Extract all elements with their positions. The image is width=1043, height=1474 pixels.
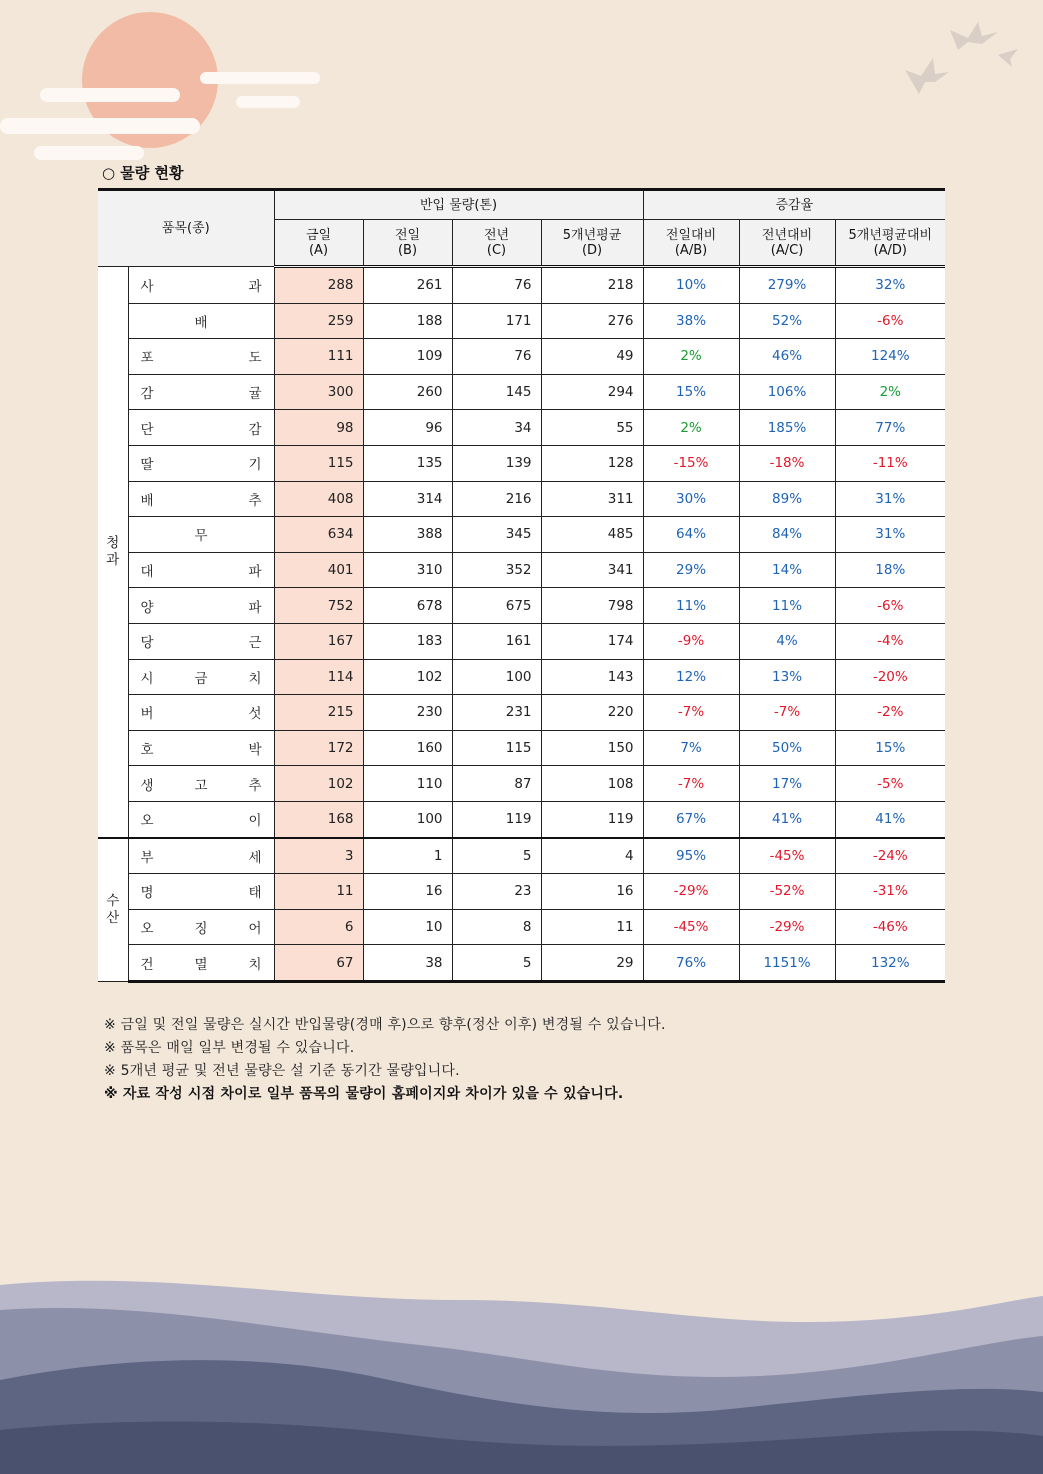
vs-5yr-avg-rate: -6% xyxy=(835,303,945,339)
today-value: 401 xyxy=(274,552,363,588)
vs-prev-day-rate: -9% xyxy=(643,623,739,659)
item-name-char: 양 xyxy=(140,599,154,616)
vs-prev-day-rate: 2% xyxy=(643,339,739,375)
notes xyxy=(104,1014,666,1106)
vs-prev-day-rate: 12% xyxy=(643,659,739,695)
table-row xyxy=(98,303,945,339)
table-row xyxy=(98,945,945,982)
item-name-text xyxy=(141,702,262,722)
item-name xyxy=(128,303,274,339)
5yr-avg-value: 16 xyxy=(541,874,643,910)
item-name-text xyxy=(141,917,262,937)
item-name-char: 명 xyxy=(140,885,154,902)
item-name xyxy=(128,267,274,304)
today-value: 167 xyxy=(274,623,363,659)
note-line-bold: ※ 자료 작성 시점 차이로 일부 품목의 물량이 홈페이지와 차이가 있을 수 있습니다. xyxy=(104,1086,624,1102)
today-value: 67 xyxy=(274,945,363,982)
5yr-avg-value: 108 xyxy=(541,766,643,802)
vs-prev-day-rate: -7% xyxy=(643,695,739,731)
prev-day-value: 260 xyxy=(363,374,452,410)
item-name xyxy=(128,339,274,375)
vs-5yr-avg-rate: 18% xyxy=(835,552,945,588)
item-name-char: 사 xyxy=(140,278,154,295)
vs-5yr-avg-rate: 31% xyxy=(835,481,945,517)
item-name xyxy=(128,801,274,837)
item-name-char: 무 xyxy=(194,528,208,545)
rate-group-header: 증감율 xyxy=(643,190,945,220)
prev-year-value: 100 xyxy=(452,659,541,695)
vs-5yr-avg-rate: -24% xyxy=(835,838,945,874)
vs-prev-day-rate: 64% xyxy=(643,517,739,553)
prev-year-value: 5 xyxy=(452,838,541,874)
5yr-avg-value: 29 xyxy=(541,945,643,982)
group-label-char: 수 xyxy=(106,892,120,909)
item-name xyxy=(128,838,274,874)
vs-prev-day-rate: -45% xyxy=(643,909,739,945)
vs-prev-year-rate: -45% xyxy=(739,838,835,874)
group-label xyxy=(98,267,128,838)
prev-day-value: 110 xyxy=(363,766,452,802)
vs-prev-day-rate: 95% xyxy=(643,838,739,874)
prev-year-value: 161 xyxy=(452,623,541,659)
5yr-avg-value: 150 xyxy=(541,730,643,766)
prev-day-value: 261 xyxy=(363,267,452,304)
vs-5yr-avg-rate: 31% xyxy=(835,517,945,553)
prev-year-value: 8 xyxy=(452,909,541,945)
vs-prev-year-rate: 17% xyxy=(739,766,835,802)
prev-day-value: 188 xyxy=(363,303,452,339)
col-header-vs-prev-day: 전일대비 (A/B) xyxy=(643,220,739,267)
item-name-char: 당 xyxy=(140,635,154,652)
item-name-char: 귤 xyxy=(248,386,262,403)
vs-5yr-avg-rate: -2% xyxy=(835,695,945,731)
item-name-char: 오 xyxy=(140,813,154,830)
item-name-text xyxy=(141,809,262,829)
note-line: ※ 금일 및 전일 물량은 실시간 반입물량(경매 후)으로 향후(정산 이후) 변경될 수 있습니다. xyxy=(104,1017,666,1033)
prev-year-value: 231 xyxy=(452,695,541,731)
vs-prev-year-rate: -7% xyxy=(739,695,835,731)
item-name xyxy=(128,552,274,588)
vs-5yr-avg-rate: -6% xyxy=(835,588,945,624)
item-name-text xyxy=(141,346,262,366)
vs-prev-year-rate: 52% xyxy=(739,303,835,339)
table-header xyxy=(98,190,945,267)
vs-5yr-avg-rate: -5% xyxy=(835,766,945,802)
prev-day-value: 135 xyxy=(363,445,452,481)
item-name-char: 치 xyxy=(248,956,262,973)
prev-year-value: 675 xyxy=(452,588,541,624)
vs-5yr-avg-rate: -20% xyxy=(835,659,945,695)
table-row xyxy=(98,481,945,517)
item-name-text xyxy=(141,596,262,616)
5yr-avg-value: 11 xyxy=(541,909,643,945)
item-name-char: 배 xyxy=(194,314,208,331)
prev-year-value: 76 xyxy=(452,267,541,304)
table-row xyxy=(98,445,945,481)
5yr-avg-value: 218 xyxy=(541,267,643,304)
item-name xyxy=(128,623,274,659)
vs-prev-day-rate: 30% xyxy=(643,481,739,517)
item-name xyxy=(128,374,274,410)
item-name-char: 파 xyxy=(248,564,262,581)
prev-day-value: 310 xyxy=(363,552,452,588)
item-name xyxy=(128,730,274,766)
prev-year-value: 352 xyxy=(452,552,541,588)
item-name-char: 시 xyxy=(140,670,154,687)
prev-day-value: 16 xyxy=(363,874,452,910)
today-value: 102 xyxy=(274,766,363,802)
vs-5yr-avg-rate: 15% xyxy=(835,730,945,766)
col-header-vs-5yr-avg: 5개년평균대비 (A/D) xyxy=(835,220,945,267)
today-value: 6 xyxy=(274,909,363,945)
prev-year-value: 119 xyxy=(452,801,541,837)
item-name-char: 생 xyxy=(140,777,154,794)
prev-year-value: 115 xyxy=(452,730,541,766)
vs-prev-year-rate: -29% xyxy=(739,909,835,945)
prev-day-value: 1 xyxy=(363,838,452,874)
today-value: 115 xyxy=(274,445,363,481)
vs-5yr-avg-rate: 132% xyxy=(835,945,945,982)
today-value: 752 xyxy=(274,588,363,624)
item-name-char: 과 xyxy=(248,278,262,295)
5yr-avg-value: 55 xyxy=(541,410,643,446)
item-name xyxy=(128,588,274,624)
item-name-char: 어 xyxy=(248,920,262,937)
item-name-char: 박 xyxy=(248,742,262,759)
item-name-char: 징 xyxy=(194,920,208,937)
item-name xyxy=(128,517,274,553)
prev-day-value: 96 xyxy=(363,410,452,446)
table-row xyxy=(98,552,945,588)
item-name-char: 도 xyxy=(248,350,262,367)
item-name-text xyxy=(141,524,262,544)
today-value: 408 xyxy=(274,481,363,517)
vs-5yr-avg-rate: 77% xyxy=(835,410,945,446)
today-value: 168 xyxy=(274,801,363,837)
5yr-avg-value: 143 xyxy=(541,659,643,695)
vs-prev-day-rate: 11% xyxy=(643,588,739,624)
table-row xyxy=(98,517,945,553)
table-row xyxy=(98,838,945,874)
today-value: 288 xyxy=(274,267,363,304)
item-name xyxy=(128,909,274,945)
item-name-text xyxy=(141,311,262,331)
vs-5yr-avg-rate: 124% xyxy=(835,339,945,375)
prev-day-value: 38 xyxy=(363,945,452,982)
item-name-char: 부 xyxy=(140,849,154,866)
item-header: 품목(종) xyxy=(98,190,274,267)
table-row xyxy=(98,374,945,410)
5yr-avg-value: 294 xyxy=(541,374,643,410)
5yr-avg-value: 311 xyxy=(541,481,643,517)
item-name-char: 섯 xyxy=(248,706,262,723)
item-name xyxy=(128,945,274,982)
col-header-prev-year: 전년 (C) xyxy=(452,220,541,267)
5yr-avg-value: 119 xyxy=(541,801,643,837)
5yr-avg-value: 4 xyxy=(541,838,643,874)
item-name-char: 이 xyxy=(248,813,262,830)
prev-day-value: 314 xyxy=(363,481,452,517)
prev-year-value: 23 xyxy=(452,874,541,910)
vs-prev-year-rate: 46% xyxy=(739,339,835,375)
table-row xyxy=(98,623,945,659)
item-name-char: 추 xyxy=(248,777,262,794)
vs-5yr-avg-rate: -11% xyxy=(835,445,945,481)
table-row xyxy=(98,659,945,695)
today-value: 634 xyxy=(274,517,363,553)
vs-prev-year-rate: -18% xyxy=(739,445,835,481)
vs-5yr-avg-rate: -31% xyxy=(835,874,945,910)
item-name-char: 버 xyxy=(140,706,154,723)
today-value: 259 xyxy=(274,303,363,339)
prev-year-value: 171 xyxy=(452,303,541,339)
item-name-char: 세 xyxy=(248,849,262,866)
table-row xyxy=(98,874,945,910)
col-header-prev-day: 전일 (B) xyxy=(363,220,452,267)
item-name-char: 건 xyxy=(140,956,154,973)
table-row xyxy=(98,909,945,945)
item-name-text xyxy=(141,667,262,687)
prev-day-value: 109 xyxy=(363,339,452,375)
item-name-text xyxy=(141,382,262,402)
vs-prev-year-rate: 11% xyxy=(739,588,835,624)
item-name-text xyxy=(141,489,262,509)
col-header-today: 금일 (A) xyxy=(274,220,363,267)
table-row xyxy=(98,766,945,802)
item-name-char: 호 xyxy=(140,742,154,759)
today-value: 3 xyxy=(274,838,363,874)
prev-year-value: 139 xyxy=(452,445,541,481)
vs-5yr-avg-rate: -4% xyxy=(835,623,945,659)
item-name-text xyxy=(141,774,262,794)
prev-year-value: 34 xyxy=(452,410,541,446)
prev-year-value: 145 xyxy=(452,374,541,410)
5yr-avg-value: 49 xyxy=(541,339,643,375)
prev-day-value: 100 xyxy=(363,801,452,837)
birds-decoration xyxy=(905,22,1018,94)
5yr-avg-value: 220 xyxy=(541,695,643,731)
vs-5yr-avg-rate: 32% xyxy=(835,267,945,304)
vs-prev-year-rate: 279% xyxy=(739,267,835,304)
item-name-char: 태 xyxy=(248,885,262,902)
prev-day-value: 183 xyxy=(363,623,452,659)
prev-day-value: 230 xyxy=(363,695,452,731)
item-name-char: 치 xyxy=(248,670,262,687)
table-row xyxy=(98,410,945,446)
vs-5yr-avg-rate: -46% xyxy=(835,909,945,945)
today-value: 172 xyxy=(274,730,363,766)
col-header-vs-prev-year: 전년대비 (A/C) xyxy=(739,220,835,267)
item-name-char: 근 xyxy=(248,635,262,652)
item-name-char: 배 xyxy=(140,492,154,509)
vs-prev-day-rate: -7% xyxy=(643,766,739,802)
volume-group-header: 반입 물량(톤) xyxy=(274,190,643,220)
vs-prev-year-rate: 106% xyxy=(739,374,835,410)
item-name-text xyxy=(141,418,262,438)
vs-5yr-avg-rate: 2% xyxy=(835,374,945,410)
note-line: ※ 품목은 매일 일부 변경될 수 있습니다. xyxy=(104,1040,355,1056)
prev-year-value: 345 xyxy=(452,517,541,553)
prev-year-value: 216 xyxy=(452,481,541,517)
item-name-text xyxy=(141,275,262,295)
table-row xyxy=(98,695,945,731)
vs-prev-year-rate: 1151% xyxy=(739,945,835,982)
prev-year-value: 5 xyxy=(452,945,541,982)
prev-day-value: 102 xyxy=(363,659,452,695)
today-value: 300 xyxy=(274,374,363,410)
item-name-text xyxy=(141,560,262,580)
vs-prev-day-rate: 7% xyxy=(643,730,739,766)
5yr-avg-value: 485 xyxy=(541,517,643,553)
prev-day-value: 678 xyxy=(363,588,452,624)
vs-prev-year-rate: 84% xyxy=(739,517,835,553)
item-name xyxy=(128,410,274,446)
5yr-avg-value: 174 xyxy=(541,623,643,659)
group-seafood xyxy=(98,838,945,982)
vs-prev-day-rate: 38% xyxy=(643,303,739,339)
group-produce xyxy=(98,267,945,838)
mountain-decoration xyxy=(0,1281,1043,1474)
item-name-char: 기 xyxy=(248,457,262,474)
vs-prev-year-rate: 13% xyxy=(739,659,835,695)
prev-day-value: 10 xyxy=(363,909,452,945)
volume-table xyxy=(98,188,945,983)
5yr-avg-value: 276 xyxy=(541,303,643,339)
vs-prev-year-rate: 89% xyxy=(739,481,835,517)
item-name xyxy=(128,445,274,481)
vs-prev-year-rate: 185% xyxy=(739,410,835,446)
item-name-char: 고 xyxy=(194,777,208,794)
item-name xyxy=(128,766,274,802)
table-row xyxy=(98,267,945,304)
section-title: ○ 물량 현황 xyxy=(102,164,184,182)
table-row xyxy=(98,730,945,766)
vs-prev-year-rate: 41% xyxy=(739,801,835,837)
vs-prev-year-rate: -52% xyxy=(739,874,835,910)
today-value: 215 xyxy=(274,695,363,731)
group-label-char: 과 xyxy=(106,551,120,568)
prev-year-value: 76 xyxy=(452,339,541,375)
vs-prev-year-rate: 4% xyxy=(739,623,835,659)
item-name-char: 단 xyxy=(140,421,154,438)
5yr-avg-value: 798 xyxy=(541,588,643,624)
today-value: 111 xyxy=(274,339,363,375)
vs-5yr-avg-rate: 41% xyxy=(835,801,945,837)
item-name-char: 금 xyxy=(194,670,208,687)
today-value: 98 xyxy=(274,410,363,446)
today-value: 11 xyxy=(274,874,363,910)
prev-day-value: 388 xyxy=(363,517,452,553)
table-row xyxy=(98,801,945,837)
vs-prev-day-rate: 67% xyxy=(643,801,739,837)
vs-prev-year-rate: 14% xyxy=(739,552,835,588)
item-name-char: 멸 xyxy=(194,956,208,973)
item-name-text xyxy=(141,881,262,901)
item-name-text xyxy=(141,453,262,473)
today-value: 114 xyxy=(274,659,363,695)
vs-prev-day-rate: 15% xyxy=(643,374,739,410)
vs-prev-day-rate: 29% xyxy=(643,552,739,588)
item-name-char: 추 xyxy=(248,492,262,509)
prev-year-value: 87 xyxy=(452,766,541,802)
vs-prev-day-rate: 2% xyxy=(643,410,739,446)
5yr-avg-value: 128 xyxy=(541,445,643,481)
item-name-char: 감 xyxy=(248,421,262,438)
prev-day-value: 160 xyxy=(363,730,452,766)
table-row xyxy=(98,588,945,624)
item-name xyxy=(128,695,274,731)
item-name-char: 포 xyxy=(140,350,154,367)
vs-prev-year-rate: 50% xyxy=(739,730,835,766)
item-name xyxy=(128,874,274,910)
col-header-5yr-avg: 5개년평균 (D) xyxy=(541,220,643,267)
item-name-text xyxy=(141,738,262,758)
item-name-char: 감 xyxy=(140,386,154,403)
item-name-char: 대 xyxy=(140,564,154,581)
group-label-char: 청 xyxy=(106,534,120,551)
item-name xyxy=(128,659,274,695)
vs-prev-day-rate: 10% xyxy=(643,267,739,304)
group-label xyxy=(98,838,128,982)
item-name xyxy=(128,481,274,517)
group-label-char: 산 xyxy=(106,909,120,926)
vs-prev-day-rate: -15% xyxy=(643,445,739,481)
item-name-text xyxy=(141,953,262,973)
note-line: ※ 5개년 평균 및 전년 물량은 설 기준 동기간 물량입니다. xyxy=(104,1063,460,1079)
5yr-avg-value: 341 xyxy=(541,552,643,588)
table-row xyxy=(98,339,945,375)
vs-prev-day-rate: 76% xyxy=(643,945,739,982)
vs-prev-day-rate: -29% xyxy=(643,874,739,910)
item-name-char: 딸 xyxy=(140,457,154,474)
item-name-text xyxy=(141,631,262,651)
item-name-char: 오 xyxy=(140,920,154,937)
item-name-char: 파 xyxy=(248,599,262,616)
item-name-text xyxy=(141,846,262,866)
